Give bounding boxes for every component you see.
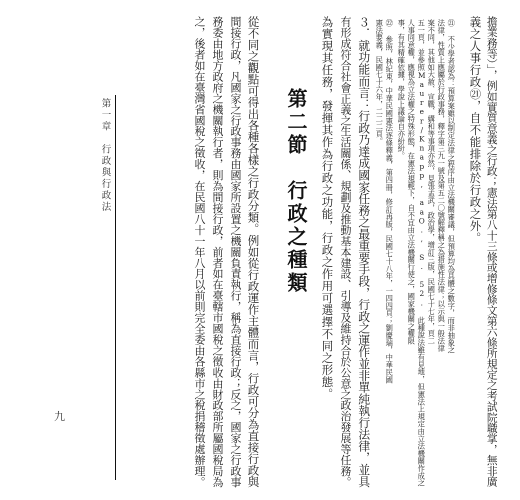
- body-line: 義之人事行政㉑，自不能排除於行政之外。: [468, 16, 483, 244]
- body-line: 務委由地方政府之機關執行者，則為間接行政，前者如在臺轄市國稅之徵收由財政部所屬國稅局為: [210, 16, 224, 488]
- running-head: 第一章 行政與行政法: [99, 98, 111, 213]
- section-heading: 第二節 行政之種類: [284, 88, 308, 295]
- body-line: 有形成符合社會正義之生活關係、規劃及推動基本建設、引導及維持合於公意之政治發展等任務。: [338, 16, 352, 488]
- footnote-line: ㉒ 參照，林紀東，中華民國憲法逐條釋義，第四冊，修訂再版，民國七十八年，一四四頁；劉慶瑞，中華民國: [385, 19, 395, 384]
- body-line: ３．就功能而言：行政乃達成國家任務之最重要手段，行政之運作並非單純執行法律，並具: [356, 16, 371, 488]
- body-line: 間接行政，凡國家之行政事務由國家所設置之機關負責執行，稱為直接行政；反之，國家之行政事: [228, 16, 242, 488]
- body-line: 從不同之觀點可得出各種各樣之行政分類。例如從行政運作主體而言，行政可分為直接行政與: [246, 16, 261, 488]
- footnote-line: ㉑ 不少學者認為：預算案雖以制定法律之程序由立法機關審議，但預算均為具體之數字，而非抽象之: [447, 19, 457, 354]
- footnote-line: 案不同，其他如大赦、宣戰、媾和等事項亦然，見張孟武，政治學，增訂三版，民國七十七年，頁二: [427, 19, 437, 345]
- footnote-line: 法律，性質上應屬於行政事務，釋字第三九一號及第五二〇號解釋稱之為措施性法律；以示與一般法律: [437, 19, 447, 352]
- footnote-line: 人事同意權，應視為立法權之特殊形態，在憲法規範下，自不宜由立法機關行使之，國家機關之權限: [407, 19, 417, 345]
- footnote-line: 憲法要義，民國七十六年，二二二頁。: [375, 19, 385, 145]
- footnote-line: 五一頁，並參照Maurer/Knapp, aaO., S. 52. 此種說法雖有見地，但憲法上規定由立法機關作成之: [417, 19, 427, 487]
- body-line: 為實現其任務，發揮其作為行政之功能，行政之作用可選擇不同之形態。: [320, 16, 335, 400]
- margin-rule: [115, 95, 116, 480]
- body-line: 之，後者如在臺灣省國稅之徵收，在民國八十一年八月以前則完全委由各縣市之稅捐稽徵處辦理。: [192, 16, 206, 488]
- footnote-line: 事，有其精確依據，學說上議論自亦紛紛。: [397, 19, 407, 160]
- page-number: 九: [54, 410, 65, 423]
- body-line: 擔業務等）」，例如實質意義之行政；憲法第八十三條或增修條文第六條所規定之考試院職掌，無非廣: [485, 16, 499, 487]
